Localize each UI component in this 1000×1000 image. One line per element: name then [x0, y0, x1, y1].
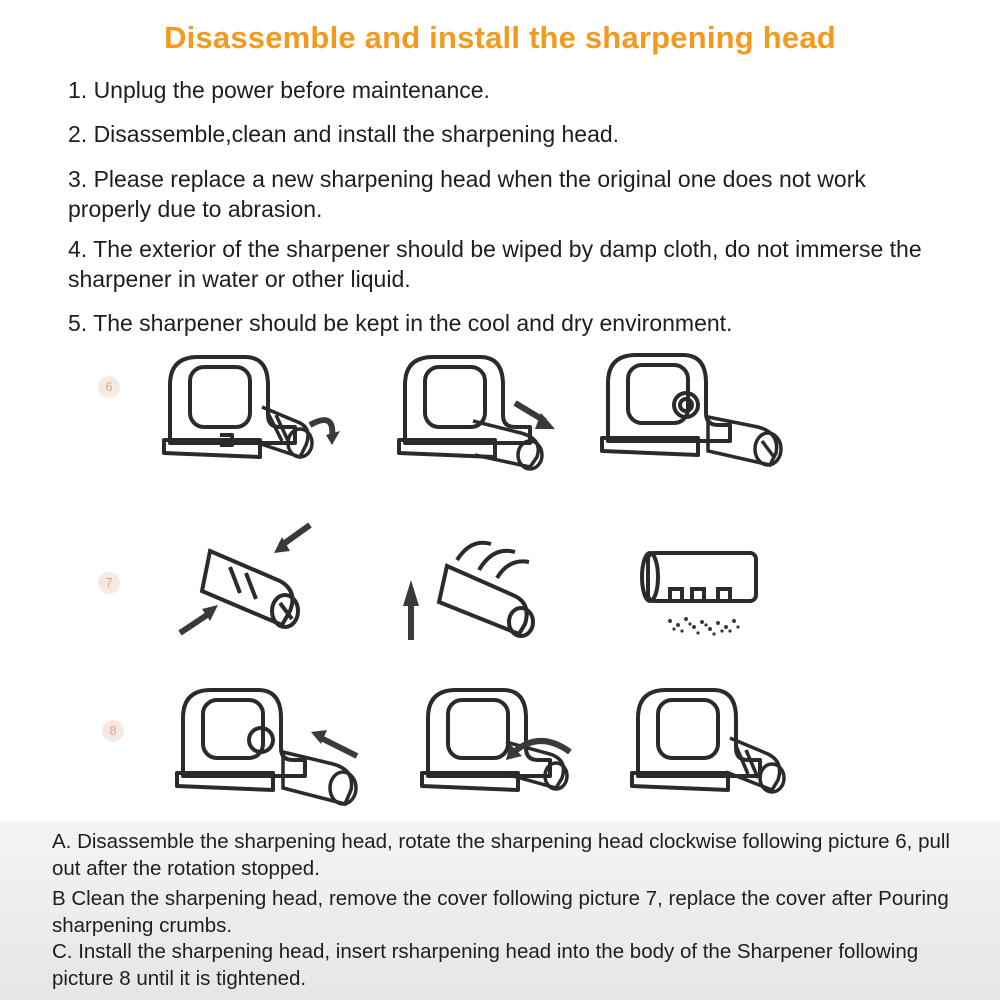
illustration-7a-remove-cover — [170, 515, 330, 645]
instruction-2: 2. Disassemble,clean and install the sharpening head. — [68, 121, 620, 147]
illustration-8c-installed — [620, 680, 800, 810]
page-title: Disassemble and install the sharpening head — [164, 20, 836, 55]
note-c: C. Install the sharpening head, insert rsharpening head into the body of the Sharpener following picture 8 until it is tightened. — [52, 940, 919, 990]
instruction-5: 5. The sharpener should be kept in the cool and dry environment. — [68, 310, 733, 336]
instruction-4: 4. The exterior of the sharpener should be wiped by damp cloth, do not immerse the sharpener in water or other liquid. — [68, 236, 922, 292]
step-badge-8: 8 — [102, 720, 124, 742]
illustration-6a-rotate-head — [150, 345, 350, 475]
illustration-6b-pull-head — [385, 345, 585, 475]
instruction-3: 3. Please replace a new sharpening head when the original one does not work properly due to abrasion. — [68, 166, 866, 222]
illustration-8a-insert-head — [165, 680, 375, 820]
instruction-1: 1. Unplug the power before maintenance. — [68, 77, 490, 103]
illustration-7b-cover-lifted — [395, 530, 555, 650]
illustration-7c-pour-crumbs — [630, 545, 770, 655]
note-a: A. Disassemble the sharpening head, rotate the sharpening head clockwise following picture 6, pull out after the rotation stopped. — [52, 830, 950, 880]
step-badge-7: 7 — [98, 572, 120, 594]
illustration-6c-head-removed — [590, 345, 800, 485]
note-b: B Clean the sharpening head, remove the cover following picture 7, replace the cover after Pouring sharpening crumbs. — [52, 887, 949, 937]
illustration-8b-rotate-lock — [410, 680, 600, 810]
step-badge-6: 6 — [98, 376, 120, 398]
